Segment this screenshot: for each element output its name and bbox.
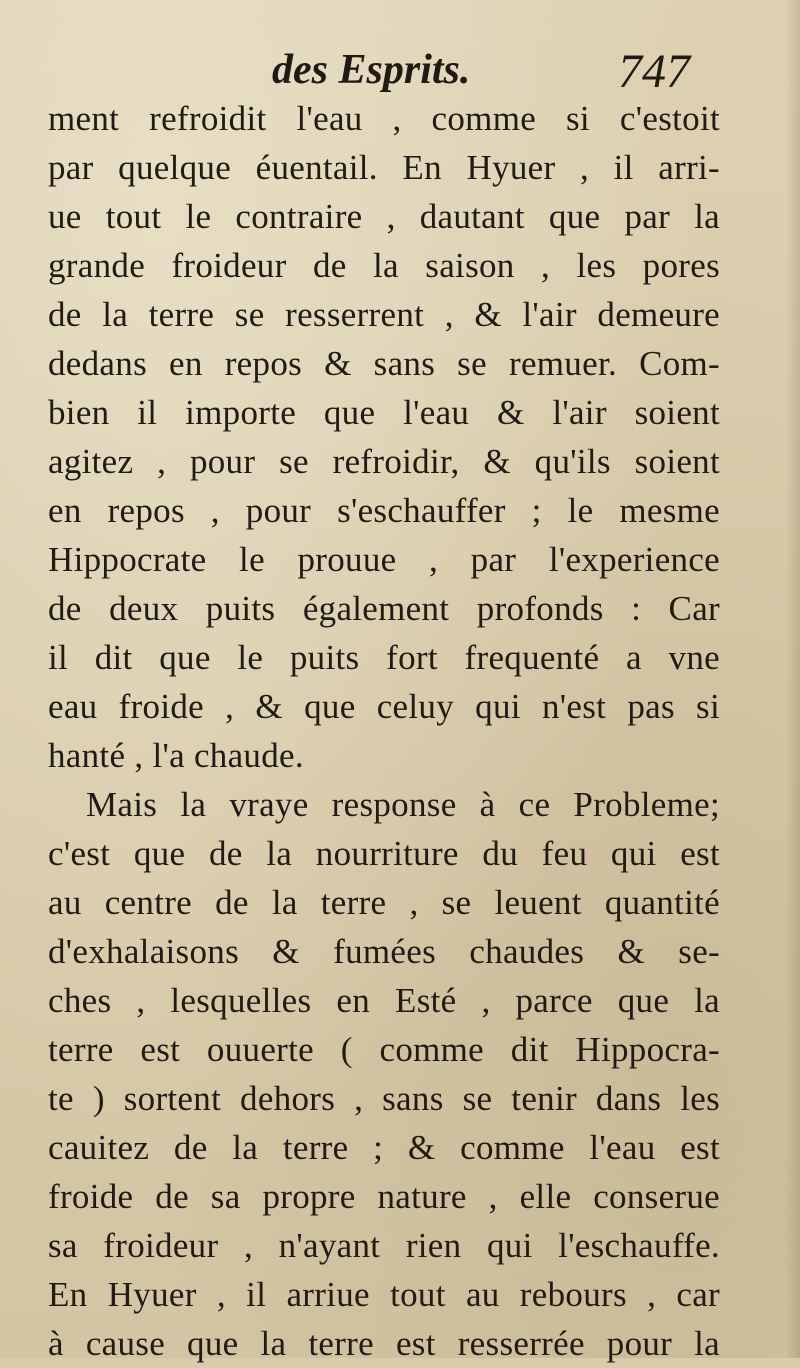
text-line: ue tout le contraire , dautant que par la [48,197,720,236]
text-line: cauitez de la terre ; & comme l'eau est [48,1128,720,1167]
text-line: à cause que la terre est resserrée pour la [48,1324,720,1363]
text-line: par quelque éuentail. En Hyuer , il arri- [48,148,720,187]
text-line: terre est ouuerte ( comme dit Hippocra- [48,1030,720,1069]
text-line: il dit que le puits fort frequenté a vne [48,638,720,677]
text-line: d'exhalaisons & fumées chaudes & se- [48,932,720,971]
text-line: ment refroidit l'eau , comme si c'estoit [48,99,720,138]
text-line: sa froideur , n'ayant rien qui l'eschauffe. [48,1226,720,1265]
running-head: des Esprits. [272,47,471,93]
paragraph-end-line: hanté , l'a chaude. [48,736,304,775]
page-number: 747 [618,45,690,98]
page-header [0,42,800,102]
page-edge-shadow [786,0,800,1358]
text-line: dedans en repos & sans se remuer. Com- [48,344,720,383]
text-line: Hippocrate le prouue , par l'experience [48,540,720,579]
text-line: grande froideur de la saison , les pores [48,246,720,285]
text-line: En Hyuer , il arriue tout au rebours , car [48,1275,720,1314]
body-text [48,94,720,1368]
text-line: au centre de la terre , se leuent quantité [48,883,720,922]
text-line: de deux puits également profonds : Car [48,589,720,628]
text-line: c'est que de la nourriture du feu qui est [48,834,720,873]
text-line: de la terre se resserrent , & l'air demeure [48,295,720,334]
paragraph-start-line: Mais la vraye response à ce Probleme; [86,785,720,824]
text-line: froide de sa propre nature , elle conserue [48,1177,720,1216]
text-line: bien il importe que l'eau & l'air soient [48,393,720,432]
text-line: te ) sortent dehors , sans se tenir dans les [48,1079,720,1118]
text-line: ches , lesquelles en Esté , parce que la [48,981,720,1020]
text-line: agitez , pour se refroidir, & qu'ils soient [48,442,720,481]
text-line: en repos , pour s'eschauffer ; le mesme [48,491,720,530]
text-line: eau froide , & que celuy qui n'est pas si [48,687,720,726]
